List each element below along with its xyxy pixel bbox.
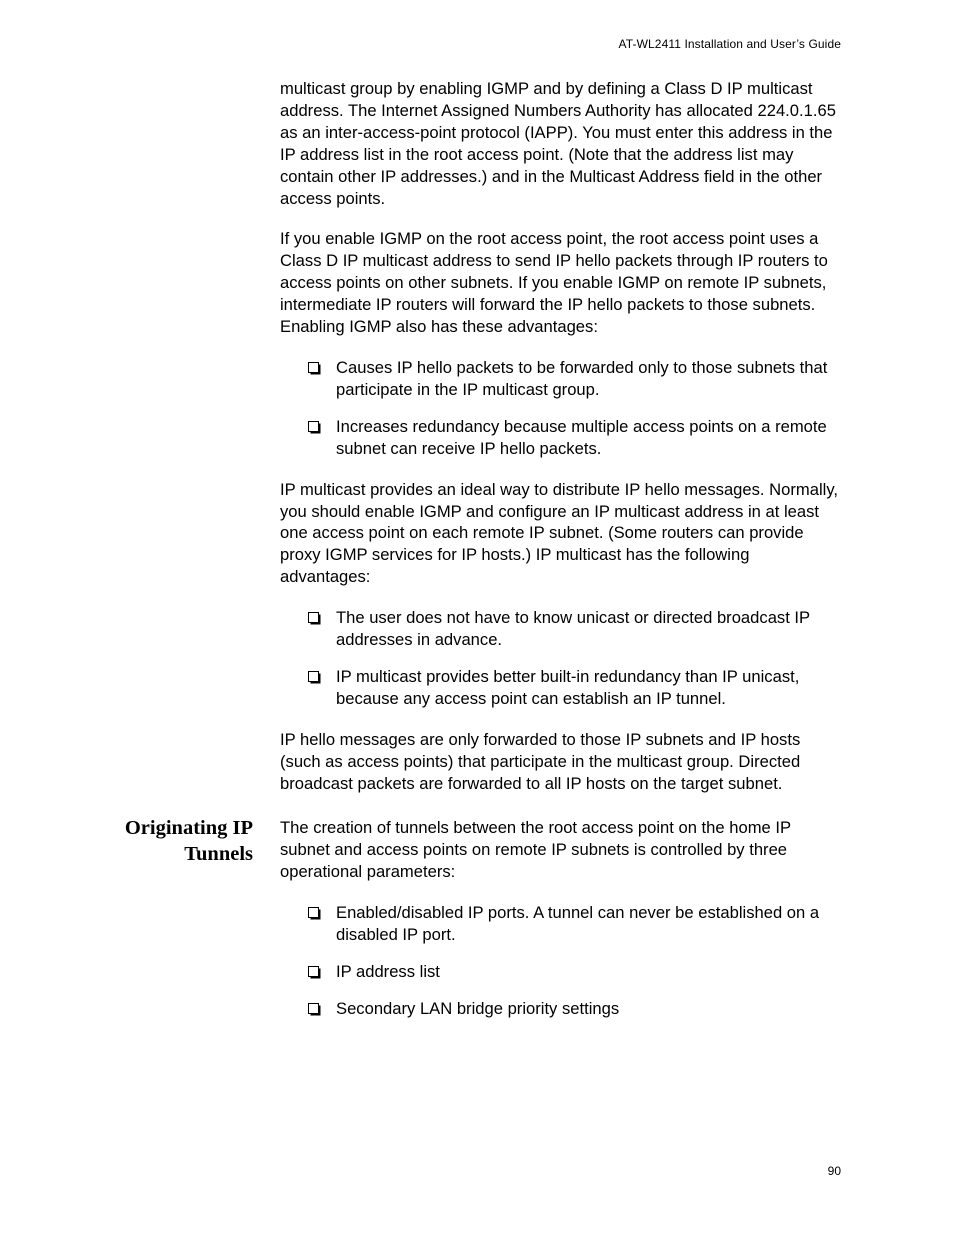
list-item — [280, 666, 842, 710]
checkbox-bullet-icon — [308, 612, 319, 623]
checkbox-bullet-icon — [308, 421, 319, 432]
section-heading: Originating IP Tunnels — [124, 817, 253, 866]
list-item-text: Causes IP hello packets to be forwarded only to those subnets that participate in the IP multicast group. — [336, 357, 828, 399]
list-item — [280, 961, 842, 983]
igmp-advantages-list — [280, 357, 842, 460]
list-item-text: The user does not have to know unicast or directed broadcast IP addresses in advance. — [336, 608, 810, 650]
checkbox-bullet-icon — [308, 671, 319, 682]
list-item-text: IP multicast provides better built-in redundancy than IP unicast, because any access point can establish an IP tunnel. — [336, 666, 800, 708]
list-item — [280, 902, 842, 946]
paragraph-ip-multicast: IP multicast provides an ideal way to distribute IP hello messages. Normally, you should enable IGMP and configure an IP multicast address in at least one access point on each remote IP subnet. (Some routers can provide proxy IGMP services for IP hosts.) IP multicast has the following advantages: — [280, 479, 838, 587]
paragraph-hello-messages: IP hello messages are only forwarded to those IP subnets and IP hosts (such as access points) that participate in the multicast group. Directed broadcast packets are forwarded to all IP hosts on the target subnet. — [280, 729, 801, 793]
list-item — [280, 357, 842, 401]
list-item-text: Enabled/disabled IP ports. A tunnel can never be established on a disabled IP port. — [336, 903, 820, 945]
multicast-advantages-list — [280, 607, 842, 710]
page-number: 90 — [827, 1164, 841, 1178]
list-item-text: Secondary LAN bridge priority settings — [336, 998, 620, 1018]
list-item-text: IP address list — [336, 962, 440, 981]
checkbox-bullet-icon — [308, 362, 319, 373]
list-item — [280, 416, 842, 460]
paragraph-igmp-address: multicast group by enabling IGMP and by defining a Class D IP multicast address. The Internet Assigned Numbers Authority has allocated 224.0.1.65 as an inter-access-point protocol (IAPP). You must enter this address in the IP address list in the root access point. (Note that the address list may contain other IP addresses.) and in the Multicast Address field in the other access points. — [280, 79, 836, 208]
section-intro-paragraph: The creation of tunnels between the root access point on the home IP subnet and access points on remote IP subnets is controlled by three operational parameters: — [280, 818, 791, 882]
checkbox-bullet-icon — [308, 1003, 319, 1014]
section-originating-ip-tunnels — [124, 817, 842, 1019]
page-body — [124, 78, 842, 1039]
tunnel-parameters-list — [280, 902, 842, 1020]
list-item — [280, 998, 842, 1020]
list-item-text: Increases redundancy because multiple access points on a remote subnet can receive IP hello packets. — [336, 416, 827, 458]
checkbox-bullet-icon — [308, 907, 319, 918]
list-item — [280, 607, 842, 651]
checkbox-bullet-icon — [308, 966, 319, 977]
paragraph-igmp-root: If you enable IGMP on the root access point, the root access point uses a Class D IP multicast address to send IP hello packets through IP routers to access points on other subnets. If you enable IGMP on remote IP subnets, intermediate IP routers will forward the IP hello packets to those subnets. Enabling IGMP also has these advantages: — [280, 229, 828, 337]
running-header: AT-WL2411 Installation and User’s Guide — [618, 37, 841, 51]
